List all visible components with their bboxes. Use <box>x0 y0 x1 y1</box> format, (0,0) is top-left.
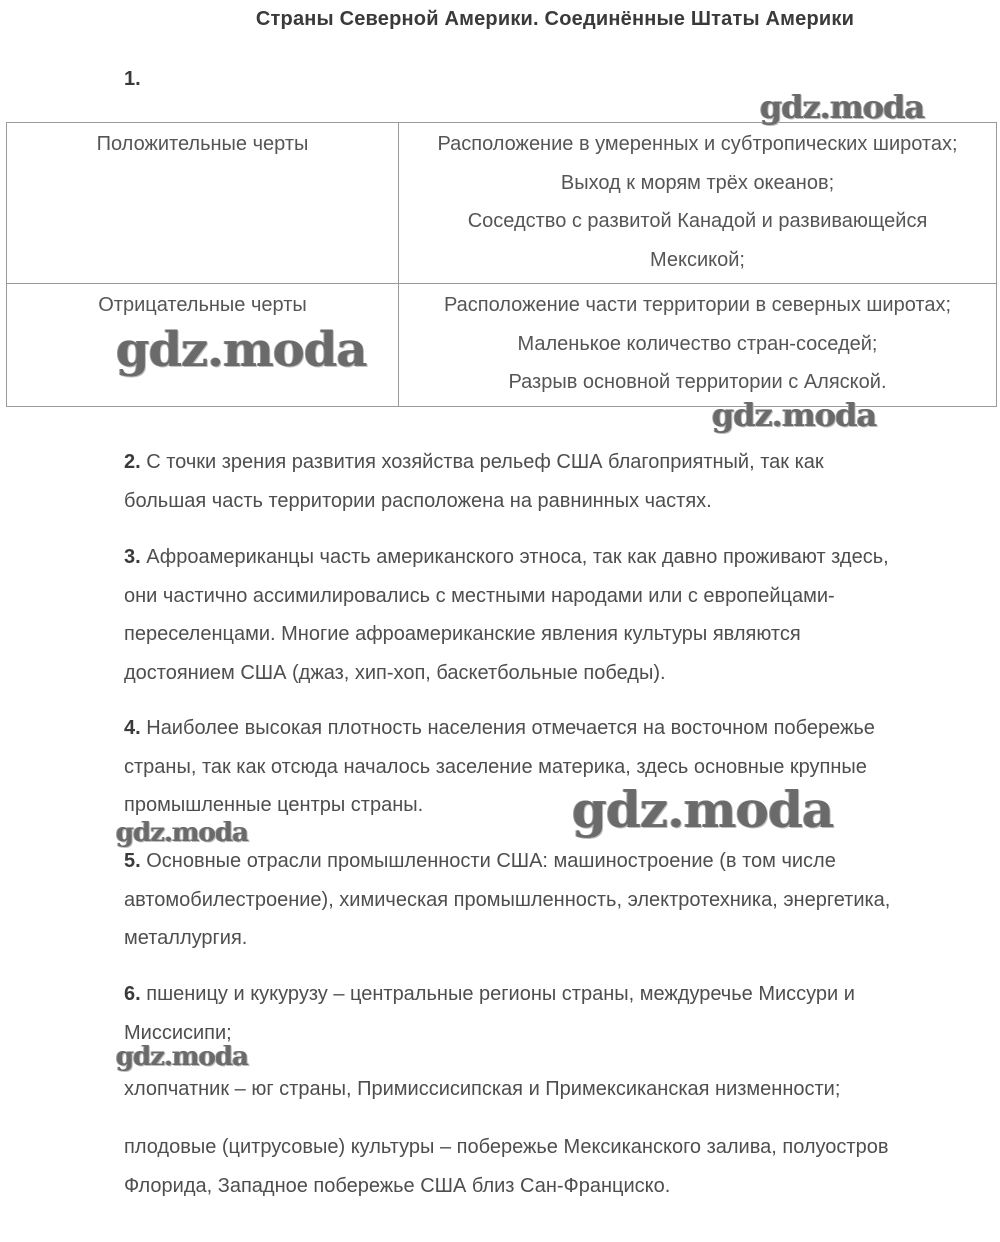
positive-label: Положительные черты <box>96 133 309 155</box>
answer-line: Наиболее высокая плотность населения отмечается на восточном побережье <box>140 717 875 739</box>
answer-line: С точки зрения развития хозяйства рельеф США благоприятный, так как <box>140 451 824 473</box>
answer-line: большая часть территории расположена на равнинных частях. <box>124 489 712 512</box>
task-2-number: 2. <box>124 451 141 473</box>
task-3-number: 3. <box>124 546 141 568</box>
positive-items-cell <box>399 123 997 284</box>
answer-line: промышленные центры страны. <box>124 794 424 816</box>
answer-line: хлопчатник – юг страны, Примиссисипская и Примексиканская низменности; <box>124 1078 841 1100</box>
watermark-logo: gdz.moda <box>116 1042 249 1072</box>
table-row-positive <box>7 123 997 284</box>
answer-line: достоянием США (джаз, хип-хоп, баскетбольные победы). <box>124 661 666 684</box>
answer-line: автомобилестроение), химическая промышленность, электротехника, энергетика, <box>124 888 891 911</box>
answer-line: пшеницу и кукурузу – центральные регионы страны, междуречье Миссури и <box>140 983 855 1005</box>
watermark-logo: gdz.moda <box>116 322 367 378</box>
positive-item: Расположение в умеренных и субтропических широтах; <box>437 133 958 155</box>
answer-line: Афроамериканцы часть американского этноса, так как давно проживают здесь, <box>140 546 889 568</box>
answer-line: плодовые (цитрусовые) культуры – побережье Мексиканского залива, полуостров <box>124 1136 889 1158</box>
positive-item: Соседство с развитой Канадой и развивающейся <box>467 210 928 232</box>
task-4-number: 4. <box>124 717 141 739</box>
task-2-answer <box>124 443 984 520</box>
negative-item: Маленькое количество стран-соседей; <box>517 332 878 355</box>
negative-item: Разрыв основной территории с Аляской. <box>508 371 887 393</box>
task-5-answer <box>124 842 984 958</box>
task-5-number: 5. <box>124 850 141 872</box>
watermark-logo: gdz.moda <box>572 780 834 839</box>
task-6-answer <box>124 975 984 1052</box>
task-4-answer <box>124 709 984 825</box>
watermark-logo: gdz.moda <box>712 396 877 434</box>
task-6-citrus <box>124 1128 984 1205</box>
answer-line: страны, так как отсюда началось заселение материка, здесь основные крупные <box>124 755 867 778</box>
negative-label: Отрицательные черты <box>98 294 307 316</box>
answer-line: переселенцами. Многие афроамериканские явления культуры являются <box>124 623 801 645</box>
positive-item: Мексикой; <box>650 248 745 271</box>
task-1-number: 1. <box>124 68 141 90</box>
answer-line: Флорида, Западное побережье США близ Сан-Франциско. <box>124 1174 671 1197</box>
task-6-number: 6. <box>124 983 141 1005</box>
page-title: Страны Северной Америки. Соединённые Штаты Америки <box>255 8 855 30</box>
answer-line: Миссисипи; <box>124 1021 232 1044</box>
watermark-logo: gdz.moda <box>116 818 249 848</box>
task-6-cotton <box>124 1070 984 1109</box>
answer-line: Основные отрасли промышленности США: машиностроение (в том числе <box>140 850 836 872</box>
task-3-answer <box>124 538 984 692</box>
answer-line: они частично ассимилировались с местными народами или с европейцами- <box>124 584 835 607</box>
negative-item: Расположение части территории в северных широтах; <box>443 294 952 316</box>
positive-item: Выход к морям трёх океанов; <box>560 171 835 194</box>
negative-items-cell <box>399 284 997 407</box>
watermark-logo: gdz.moda <box>760 88 925 126</box>
answer-line: металлургия. <box>124 927 248 949</box>
positive-label-cell <box>7 123 399 284</box>
